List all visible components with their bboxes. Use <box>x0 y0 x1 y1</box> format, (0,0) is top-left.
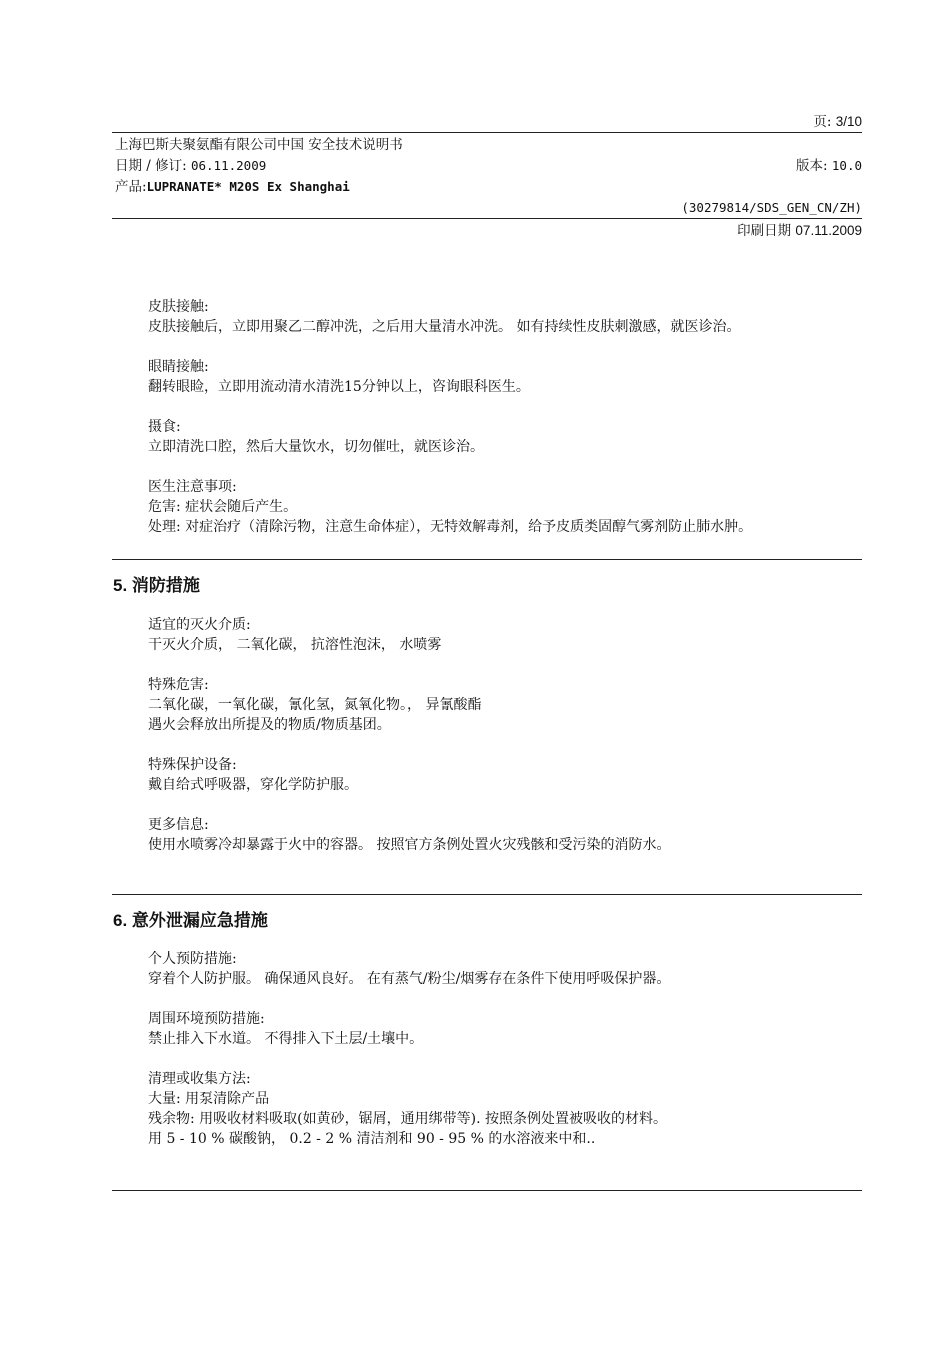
subsection-text: 残余物: 用吸收材料吸取(如黄砂，锯屑，通用绑带等). 按照条例处置被吸收的材料。 <box>148 1111 667 1127</box>
subsection-text: 穿着个人防护服。 确保通风良好。 在有蒸气/粉尘/烟雾存在条件下使用呼吸保护器。 <box>148 971 671 987</box>
subsection-text: 危害: 症状会随后产生。 <box>148 499 298 515</box>
section-5-title: 5. 消防措施 <box>113 576 200 595</box>
subsection-text: 处理: 对症治疗（清除污物，注意生命体症），无特效解毒剂，给予皮质类固醇气雾剂防止肺水肿。 <box>148 519 753 535</box>
personal-precautions <box>148 949 670 989</box>
subsection-text: 干灭火介质， 二氧化碳， 抗溶性泡沫， 水喷雾 <box>148 637 442 653</box>
subsection-text: 禁止排入下水道。 不得排入下土层/土壤中。 <box>148 1031 424 1047</box>
subsection-text: 翻转眼睑，立即用流动清水清洗15分钟以上，咨询眼科医生。 <box>148 379 530 395</box>
subsection-title: 眼睛接触: <box>148 359 209 375</box>
special-hazards <box>148 675 481 735</box>
header-top-rule <box>112 132 862 133</box>
first-aid-ingestion <box>148 417 484 457</box>
header-bottom-rule <box>112 218 862 219</box>
print-date: 印刷日期 07.11.2009 <box>737 223 862 239</box>
page-number: 页: 3/10 <box>813 114 862 130</box>
first-aid-eye <box>148 357 530 397</box>
subsection-title: 特殊危害: <box>148 677 209 693</box>
section-divider <box>112 1190 862 1191</box>
subsection-text: 立即清洗口腔，然后大量饮水，切勿催吐，就医诊治。 <box>148 439 484 455</box>
subsection-title: 更多信息: <box>148 817 209 833</box>
subsection-title: 特殊保护设备: <box>148 757 237 773</box>
subsection-text: 二氧化碳，一氧化碳，氰化氢，氮氧化物。， 异氰酸酯 <box>148 697 482 713</box>
revision-date: 日期 / 修订: 06.11.2009 <box>115 158 267 174</box>
product-name: 产品:LUPRANATE* M20S Ex Shanghai <box>115 179 350 195</box>
first-aid-skin <box>148 297 740 337</box>
subsection-title: 摄食: <box>148 419 181 435</box>
first-aid-physician-notes <box>148 477 752 537</box>
section-divider <box>112 894 862 895</box>
subsection-text: 戴自给式呼吸器，穿化学防护服。 <box>148 777 358 793</box>
further-information <box>148 815 670 855</box>
subsection-text: 遇火会释放出所提及的物质/物质基团。 <box>148 717 391 733</box>
document-code: (30279814/SDS_GEN_CN/ZH) <box>681 200 862 215</box>
section-6-title: 6. 意外泄漏应急措施 <box>113 911 268 930</box>
subsection-text: 皮肤接触后，立即用聚乙二醇冲洗，之后用大量清水冲洗。 如有持续性皮肤刺激感，就医诊治。 <box>148 319 741 335</box>
subsection-title: 适宜的灭火介质: <box>148 617 251 633</box>
subsection-title: 皮肤接触: <box>148 299 209 315</box>
extinguishing-media <box>148 615 441 655</box>
subsection-title: 清理或收集方法: <box>148 1071 251 1087</box>
protective-equipment <box>148 755 358 795</box>
version: 版本: 10.0 <box>796 158 862 174</box>
subsection-title: 周围环境预防措施: <box>148 1011 265 1027</box>
subsection-text: 大量: 用泵清除产品 <box>148 1091 270 1107</box>
subsection-text: 用 5 - 10 % 碳酸钠， 0.2 - 2 % 清洁剂和 90 - 95 % 的水溶液来中和.. <box>148 1131 596 1147</box>
section-divider <box>112 559 862 560</box>
subsection-title: 医生注意事项: <box>148 479 237 495</box>
environmental-precautions <box>148 1009 423 1049</box>
company-document-title: 上海巴斯夫聚氨酯有限公司中国 安全技术说明书 <box>115 137 403 153</box>
subsection-title: 个人预防措施: <box>148 951 237 967</box>
cleanup-methods <box>148 1069 667 1149</box>
subsection-text: 使用水喷雾冷却暴露于火中的容器。 按照官方条例处置火灾残骸和受污染的消防水。 <box>148 837 671 853</box>
